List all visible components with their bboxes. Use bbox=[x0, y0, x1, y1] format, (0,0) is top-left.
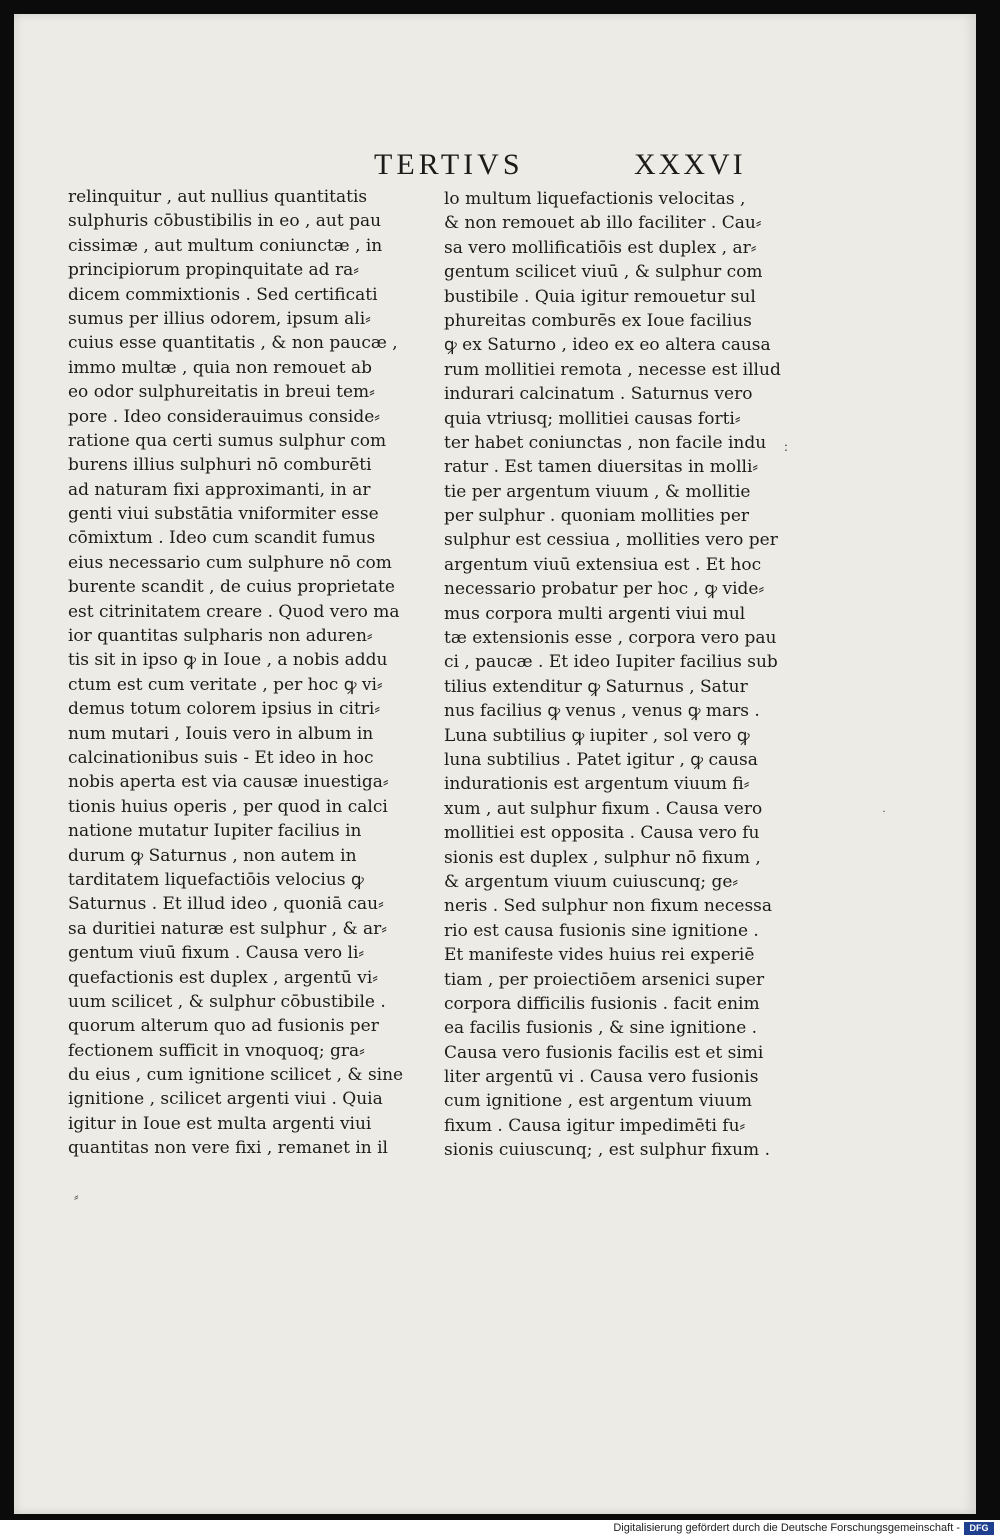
text-line: per sulphur . quoniam mollities per bbox=[444, 506, 750, 527]
text-line: Et manifeste vides huius rei experiē bbox=[444, 945, 755, 966]
text-line: ctum est cum veritate , per hoc ꝙ vi⸗ bbox=[68, 674, 383, 695]
text-line: ratur . Est tamen diuersitas in molli⸗ bbox=[444, 457, 759, 478]
text-line: tæ extensionis esse , corpora vero pau bbox=[444, 628, 777, 649]
text-line: sionis est duplex , sulphur nō fixum , bbox=[444, 847, 761, 868]
text-line: corpora difficilis fusionis . facit enim bbox=[444, 993, 760, 1014]
text-line: nus facilius ꝙ venus , venus ꝙ mars . bbox=[444, 701, 760, 722]
text-line: num mutari , Iouis vero in album in bbox=[68, 723, 374, 744]
text-line: mollitiei est opposita . Causa vero fu bbox=[444, 823, 760, 844]
text-line: du eius , cum ignitione scilicet , & sine bbox=[68, 1065, 404, 1086]
margin-mark: ⸗ bbox=[74, 1190, 79, 1205]
text-line: cōmixtum . Ideo cum scandit fumus bbox=[68, 528, 376, 549]
text-line: burens illius sulphuri nō comburēti bbox=[68, 455, 372, 476]
text-line: tarditatem liquefactiōis velocius ꝙ bbox=[68, 869, 364, 890]
text-line: eo odor sulphureitatis in breui tem⸗ bbox=[68, 382, 375, 403]
text-line: indurari calcinatum . Saturnus vero bbox=[444, 384, 753, 405]
text-line: ter habet coniunctas , non facile indu bbox=[444, 432, 767, 453]
text-line: gentum viuū fixum . Causa vero li⸗ bbox=[68, 943, 365, 964]
text-line: Luna subtilius ꝙ iupiter , sol vero ꝙ bbox=[444, 725, 750, 746]
text-line: quantitas non vere fixi , remanet in il bbox=[68, 1138, 388, 1159]
text-line: cuius esse quantitatis , & non paucæ , bbox=[68, 333, 398, 354]
text-line: phureitas comburēs ex Ioue facilius bbox=[444, 310, 752, 331]
text-line: nobis aperta est via causæ inuestiga⸗ bbox=[68, 772, 389, 793]
folio-number: XXXVI bbox=[634, 148, 746, 181]
dfg-logo: DFG bbox=[964, 1522, 994, 1535]
text-line: sulphur est cessiua , mollities vero per bbox=[444, 530, 778, 551]
text-line: eius necessario cum sulphure nō com bbox=[68, 552, 392, 573]
text-line: dicem commixtionis . Sed certificati bbox=[68, 284, 378, 305]
text-line: sa duritiei naturæ est sulphur , & ar⸗ bbox=[68, 918, 387, 939]
text-line: cissimæ , aut multum coniunctæ , in bbox=[68, 235, 383, 256]
text-line: rio est causa fusionis sine ignitione . bbox=[444, 920, 759, 941]
text-line: tilius extenditur ꝙ Saturnus , Satur bbox=[444, 676, 748, 697]
text-line: durum ꝙ Saturnus , non autem in bbox=[68, 845, 357, 866]
text-line: quia vtriusq; mollitiei causas forti⸗ bbox=[444, 408, 741, 429]
text-line: fixum . Causa igitur impedimēti fu⸗ bbox=[444, 1115, 746, 1136]
text-line: burente scandit , de cuius proprietate bbox=[68, 577, 395, 598]
left-text-column bbox=[68, 185, 418, 1161]
text-line: luna subtilius . Patet igitur , ꝙ causa bbox=[444, 749, 758, 770]
text-line: & argentum viuum cuiuscunq; ge⸗ bbox=[444, 871, 739, 892]
text-line: tie per argentum viuum , & mollitie bbox=[444, 481, 751, 502]
text-line: indurationis est argentum viuum fi⸗ bbox=[444, 774, 750, 795]
text-line: rum mollitiei remota , necesse est illud bbox=[444, 359, 781, 380]
text-line: ratione qua certi sumus sulphur com bbox=[68, 430, 387, 451]
text-line: sionis cuiuscunq; , est sulphur fixum . bbox=[444, 1140, 770, 1161]
right-text-column bbox=[444, 187, 804, 1163]
text-line: pore . Ideo considerauimus conside⸗ bbox=[68, 406, 380, 427]
text-line: ea facilis fusionis , & sine ignitione . bbox=[444, 1018, 758, 1039]
text-line: genti viui substātia vniformiter esse bbox=[68, 504, 379, 525]
text-line: Saturnus . Et illud ideo , quoniā cau⸗ bbox=[68, 894, 384, 915]
margin-mark: : bbox=[784, 440, 788, 455]
text-line: fectionem sufficit in vnoquoq; gra⸗ bbox=[68, 1040, 365, 1061]
funding-credit: Digitalisierung gefördert durch die Deutsche Forschungsgemeinschaft - bbox=[613, 1522, 960, 1534]
text-line: sulphuris cōbustibilis in eo , aut pau bbox=[68, 211, 382, 232]
text-line: calcinationibus suis - Et ideo in hoc bbox=[68, 747, 374, 768]
text-line: immo multæ , quia non remouet ab bbox=[68, 357, 372, 378]
text-line: tionis huius operis , per quod in calci bbox=[68, 796, 388, 817]
text-line: quorum alterum quo ad fusionis per bbox=[68, 1016, 379, 1037]
text-line: necessario probatur per hoc , ꝙ vide⸗ bbox=[444, 579, 765, 600]
text-line: igitur in Ioue est multa argenti viui bbox=[68, 1113, 372, 1134]
text-line: ad naturam fixi approximanti, in ar bbox=[68, 479, 371, 500]
text-line: sa vero mollificatiōis est duplex , ar⸗ bbox=[444, 237, 757, 258]
margin-mark: · bbox=[882, 804, 886, 818]
text-line: quefactionis est duplex , argentū vi⸗ bbox=[68, 967, 378, 988]
text-line: principiorum propinquitate ad ra⸗ bbox=[68, 260, 359, 281]
running-title: TERTIVS bbox=[374, 148, 524, 181]
text-line: relinquitur , aut nullius quantitatis bbox=[68, 187, 368, 207]
text-line: lo multum liquefactionis velocitas , bbox=[444, 189, 746, 209]
text-line: gentum scilicet viuū , & sulphur com bbox=[444, 262, 763, 283]
text-line: mus corpora multi argenti viui mul bbox=[444, 603, 746, 624]
text-line: tis sit in ipso ꝙ in Ioue , a nobis addu bbox=[68, 650, 388, 671]
text-line: ignitione , scilicet argenti viui . Quia bbox=[68, 1089, 383, 1110]
text-line: demus totum colorem ipsius in citri⸗ bbox=[68, 699, 381, 720]
book-page bbox=[14, 14, 976, 1514]
text-line: ior quantitas sulpharis non aduren⸗ bbox=[68, 626, 373, 647]
text-line: natione mutatur Iupiter facilius in bbox=[68, 821, 362, 842]
digitization-footer bbox=[0, 1520, 1000, 1538]
text-line: Causa vero fusionis facilis est et simi bbox=[444, 1042, 764, 1063]
text-line: sumus per illius odorem, ipsum ali⸗ bbox=[68, 308, 371, 329]
text-line: liter argentū vi . Causa vero fusionis bbox=[444, 1067, 759, 1088]
text-line: uum scilicet , & sulphur cōbustibile . bbox=[68, 991, 386, 1012]
text-line: bustibile . Quia igitur remouetur sul bbox=[444, 286, 756, 307]
text-line: ci , paucæ . Et ideo Iupiter facilius sub bbox=[444, 652, 778, 673]
text-line: argentum viuū extensiua est . Et hoc bbox=[444, 554, 762, 575]
text-line: neris . Sed sulphur non fixum necessa bbox=[444, 896, 773, 917]
text-line: tiam , per proiectiōem arsenici super bbox=[444, 969, 765, 990]
text-line: xum , aut sulphur fixum . Causa vero bbox=[444, 798, 763, 819]
text-line: est citrinitatem creare . Quod vero ma bbox=[68, 601, 400, 622]
text-line: & non remouet ab illo faciliter . Cau⸗ bbox=[444, 213, 762, 234]
text-line: ꝙ ex Saturno , ideo ex eo altera causa bbox=[444, 335, 771, 356]
text-line: cum ignitione , est argentum viuum bbox=[444, 1091, 752, 1112]
